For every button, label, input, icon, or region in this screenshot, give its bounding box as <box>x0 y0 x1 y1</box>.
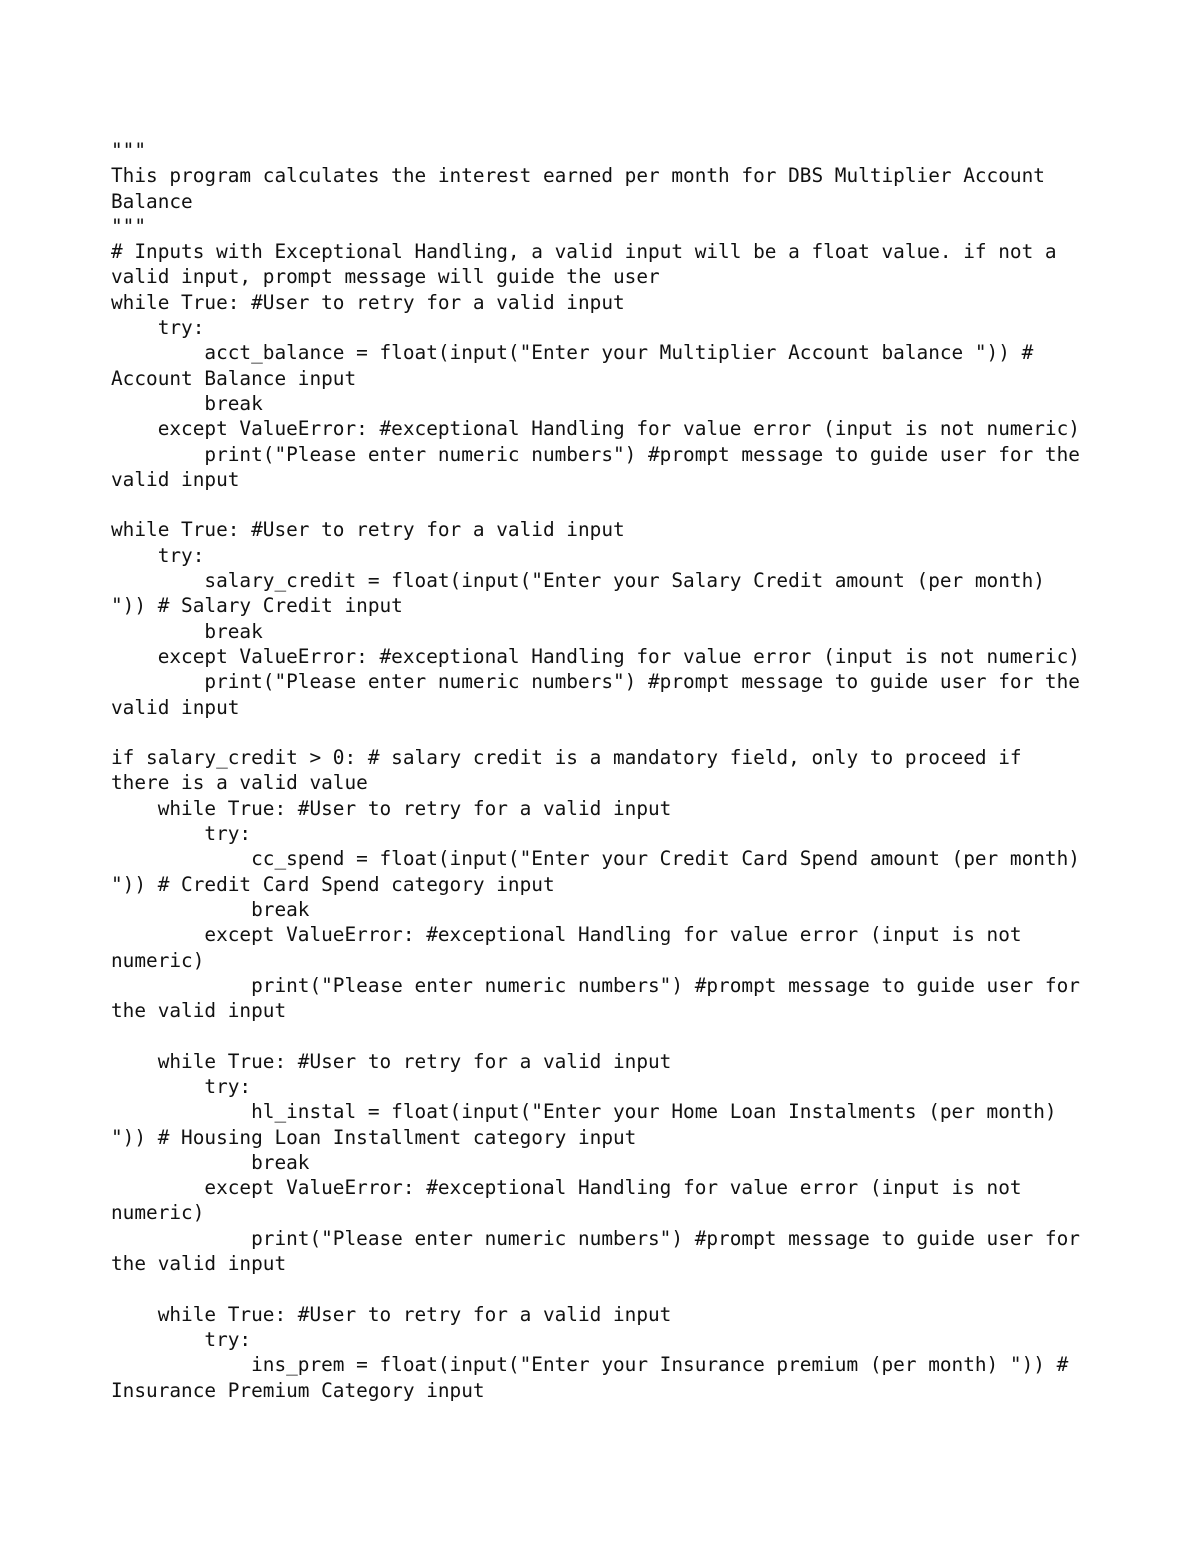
code-listing <box>111 138 1101 1403</box>
code-line: numeric) <box>111 1201 205 1225</box>
code-line: the valid input <box>111 999 287 1023</box>
code-line: print("Please enter numeric numbers") #prompt message to guide user for <box>111 1226 1080 1250</box>
code-line: print("Please enter numeric numbers") #prompt message to guide user for the <box>111 442 1080 466</box>
code-line: except ValueError: #exceptional Handling for value error (input is not <box>111 1176 1022 1200</box>
code-line: if salary_credit > 0: # salary credit is a mandatory field, only to proceed if <box>111 746 1022 770</box>
code-line: try: <box>111 1327 252 1351</box>
code-line: break <box>111 391 263 415</box>
code-line: Insurance Premium Category input <box>111 1378 485 1402</box>
code-line: while True: #User to retry for a valid input <box>111 796 672 820</box>
code-line: the valid input <box>111 1252 287 1276</box>
code-line <box>111 720 1101 745</box>
code-line: salary_credit = float(input("Enter your Salary Credit amount (per month) <box>111 569 1045 593</box>
code-line: print("Please enter numeric numbers") #prompt message to guide user for <box>111 973 1080 997</box>
code-line: valid input <box>111 467 240 491</box>
code-line: ")) # Salary Credit input <box>111 594 403 618</box>
code-line: """ <box>111 214 147 238</box>
code-line: try: <box>111 316 205 340</box>
code-line: numeric) <box>111 948 205 972</box>
code-line: try: <box>111 1074 252 1098</box>
code-line: Balance <box>111 189 193 213</box>
code-line: hl_instal = float(input("Enter your Home Loan Instalments (per month) <box>111 1100 1057 1124</box>
code-line: This program calculates the interest earned per month for DBS Multiplier Account <box>111 164 1045 188</box>
code-line: valid input <box>111 695 240 719</box>
code-line: ins_prem = float(input("Enter your Insurance premium (per month) ")) # <box>111 1353 1069 1377</box>
code-line: print("Please enter numeric numbers") #prompt message to guide user for the <box>111 670 1080 694</box>
code-line: there is a valid value <box>111 771 368 795</box>
code-line: while True: #User to retry for a valid input <box>111 518 625 542</box>
code-line: try: <box>111 543 205 567</box>
code-line: while True: #User to retry for a valid input <box>111 290 625 314</box>
code-line: break <box>111 1150 310 1174</box>
code-line: ")) # Housing Loan Installment category input <box>111 1125 637 1149</box>
code-line: cc_spend = float(input("Enter your Credit Card Spend amount (per month) <box>111 847 1080 871</box>
code-line: break <box>111 897 310 921</box>
code-line: # Inputs with Exceptional Handling, a valid input will be a float value. if not a <box>111 240 1057 264</box>
code-line: except ValueError: #exceptional Handling for value error (input is not <box>111 923 1022 947</box>
code-line: except ValueError: #exceptional Handling for value error (input is not numeric) <box>111 417 1080 441</box>
code-line: while True: #User to retry for a valid input <box>111 1302 672 1326</box>
code-line: valid input, prompt message will guide the user <box>111 265 660 289</box>
code-line: except ValueError: #exceptional Handling for value error (input is not numeric) <box>111 644 1080 668</box>
code-line: try: <box>111 822 252 846</box>
code-line <box>111 1023 1101 1048</box>
code-line: while True: #User to retry for a valid input <box>111 1049 672 1073</box>
code-line <box>111 492 1101 517</box>
code-line: break <box>111 619 263 643</box>
code-line: ")) # Credit Card Spend category input <box>111 872 555 896</box>
code-line <box>111 1276 1101 1301</box>
code-line: acct_balance = float(input("Enter your Multiplier Account balance ")) # <box>111 341 1034 365</box>
code-line: Account Balance input <box>111 366 357 390</box>
code-line: """ <box>111 139 147 162</box>
